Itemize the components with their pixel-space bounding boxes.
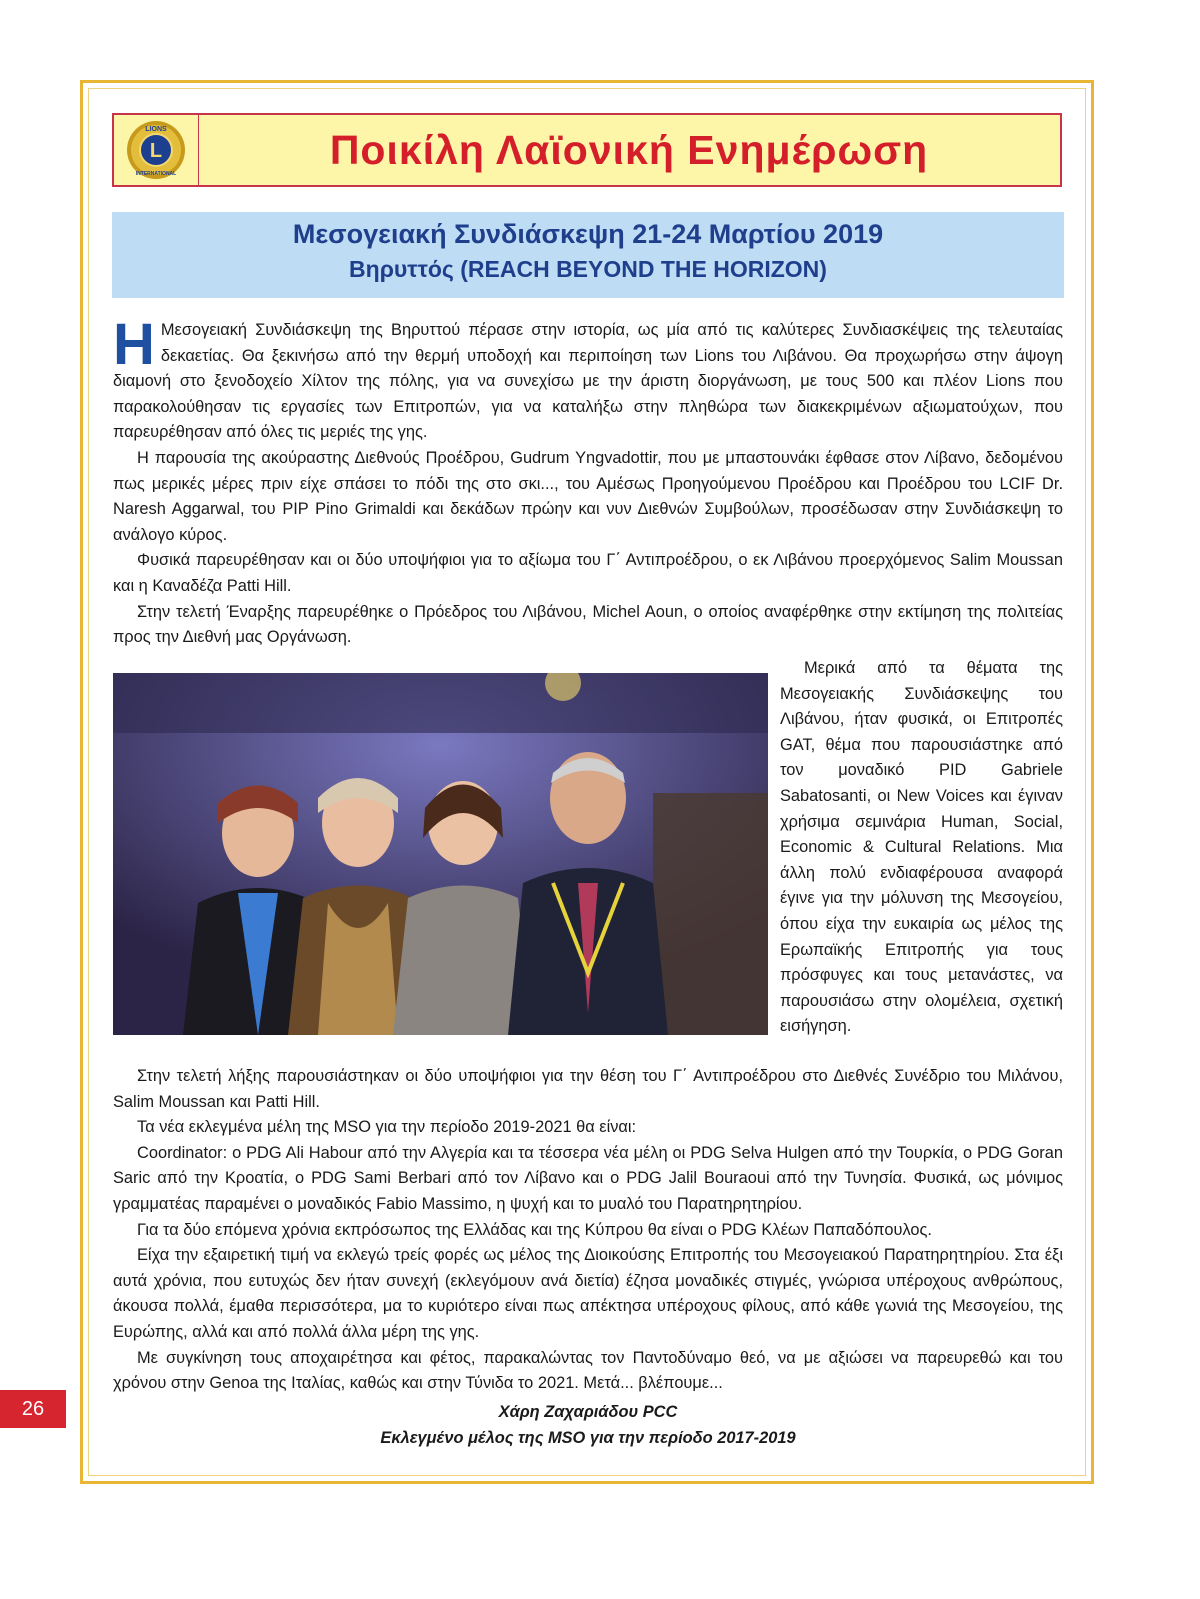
paragraph-8: Για τα δύο επόμενα χρόνια εκπρόσωπος της Ελλάδας και της Κύπρου θα είναι ο PDG Κλέων Παπαδόπουλος. <box>137 1220 932 1239</box>
paragraph-6: Τα νέα εκλεγμένα μέλη της MSO για την περίοδο 2019-2021 θα είναι: <box>137 1118 637 1137</box>
logo-letter: L <box>149 140 163 162</box>
paragraph-1 <box>113 312 1063 446</box>
paragraph-5: Στην τελετή λήξης παρουσιάστηκαν οι δύο υποψήφιοι για την θέση του Γ΄ Αντιπροέδρου στο Διεθνές Συνέδριο του Μιλάνου, Salim Moussan και Patti Hill. <box>113 1067 1063 1111</box>
group-photo-icon <box>113 673 768 1035</box>
paragraph-10: Με συγκίνηση τους αποχαιρέτησα και φέτος, παρακαλώντας τον Παντοδύναμο θεό, να με αξιώσει να παρευρεθώ και του χρόνου στην Genoa της Ιταλίας, καθώς και στην Τύνιδα το 2021. Μετά... βλέπουμε... <box>113 1348 1063 1393</box>
logo-box <box>114 115 199 185</box>
paragraph-2: Η παρουσία της ακούραστης Διεθνούς Προέδρου, Gudrum Yngvadottir, που με μπαστουνάκι έφθασε στον Λίβανο, δεδομένου πως μερικές μέρες πριν είχε σπάσει το πόδι της στο σκι..., του Αμέσως Προηγούμενου Προέδρου και Προέδρου του LCIF Dr. Naresh Aggarwal, του PIP Pino Grimaldi και δεκάδων πρώην και νυν Διεθνών Συμβούλων, προσέδωσαν στην Συνδιάσκεψη το ανάλογο κύρος. <box>113 448 1063 544</box>
sidebar-paragraph: Μερικά από τα θέματα της Μεσογειακής Συνδιάσκεψης του Λιβάνου, ήταν φυσικά, οι Επιτροπές GAT, θέμα που παρουσιάστηκε από τον μοναδικό PID Gabriele Sabatosanti, οι New Voices και έγιναν χρήσιμα σεμινάρια Human, Social, Economic & Cultural Relations. Μια άλλη πολύ ενδιαφέρουσα αναφορά έγινε για την μόλυνση της Μεσογείου, όπου είχα την ευκαιρία ως μέλος της Ερωπαϊκής Επιτροπής για τους πρόσφυγες και τους μετανάστες, να παρουσιάσω στην ολομέλεια, σχετική εισήγηση. <box>780 659 1063 1036</box>
paragraph-9: Είχα την εξαιρετική τιμή να εκλεγώ τρείς φορές ως μέλος της Διοικούσης Επιτροπής του Μεσογειακού Παρατηρητηρίου. Στα έξι αυτά χρόνια, που ευτυχώς δεν ήταν συνεχή (εκλεγόμουν ανά διετία) έζησα μοναδικές στιγμές, γνώρισα υπέροχους ανθρώπους, άκουσα πολλά, έμαθα περισσότερα, μα το κυριότερο είναι πως απέκτησα υπέροχους φίλους, από κάθε γωνιά της Μεσογείου, της Ευρώπης, αλλά και από πολλά άλλα μέρη της γης. <box>113 1246 1063 1341</box>
article-title: Μεσογειακή Συνδιάσκεψη 21-24 Μαρτίου 2019 <box>292 219 884 249</box>
section-title: Ποικίλη Λαϊονική Ενημέρωση <box>329 126 929 173</box>
article-body-bottom <box>113 1064 1063 1397</box>
paragraph-7: Coordinator: ο PDG Ali Habour από την Αλγερία και τα τέσσερα νέα μέλη οι PDG Selva Hulgen από την Τουρκία, ο PDG Goran Saric από την Κροατία, ο PDG Sami Berbari από τον Λίβανο και ο PDG Jalil Bouraoui από την Τυνησία. Φυσικά, ως μόνιμος γραμματέας παραμένει ο μοναδικός Fabio Massimo, η ψυχή και το μυαλό του Παρατηρητηρίου. <box>113 1143 1063 1213</box>
lions-emblem-icon <box>121 119 191 181</box>
paragraph-4: Στην τελετή Έναρξης παρευρέθηκε ο Πρόεδρος του Λιβάνου, Michel Aoun, ο οποίος αναφέρθηκε στην εκτίμηση της πολιτείας προς την Διεθνή μας Οργάνωση. <box>113 602 1063 647</box>
article-body-top <box>113 312 1063 651</box>
page-number: 26 <box>0 1390 66 1428</box>
drop-cap: Η <box>113 312 155 377</box>
group-photo <box>113 673 768 1035</box>
author-name: Χάρη Ζαχαριάδου PCC <box>498 1403 678 1421</box>
author-role: Εκλεγμένο μέλος της MSO για την περίοδο 2017-2019 <box>380 1429 796 1447</box>
paragraph-1-text: Μεσογειακή Συνδιάσκεψη της Βηρυττού πέρασε στην ιστορία, ως μία από τις καλύτερες Συνδιασκέψεις της τελευταίας δεκαετίας. Θα ξεκινήσω από την θερμή υποδοχή και περιποίηση των Lions του Λιβάνου. Θα προχωρήσω στην άψογη διαμονή στο ξενοδοχείο Χίλτον της πόλης, για να συνεχίσω με την άριστη διοργάνωση, με τους 500 και πλέον Lions που παρακολούθησαν τις εργασίες των Επιτροπών, για να καταλήξω στην πληθώρα των διακεκριμένων αξιωματούχων, που παρευρέθησαν από όλες τις μεριές της γης. <box>113 321 1063 442</box>
section-header <box>112 113 1062 187</box>
article-banner <box>112 212 1064 298</box>
logo-top-text: LIONS <box>145 126 167 133</box>
article-subtitle: Βηρυττός (REACH BEYOND THE HORIZON) <box>349 256 827 282</box>
logo-bottom-text: INTERNATIONAL <box>135 171 177 177</box>
article-sidebar-text <box>780 656 1063 1040</box>
paragraph-3: Φυσικά παρευρέθησαν και οι δύο υποψήφιοι για το αξίωμα του Γ΄ Αντιπροέδρου, ο εκ Λιβάνου προερχόμενος Salim Moussan και η Καναδέζα Patti Hill. <box>113 551 1063 595</box>
